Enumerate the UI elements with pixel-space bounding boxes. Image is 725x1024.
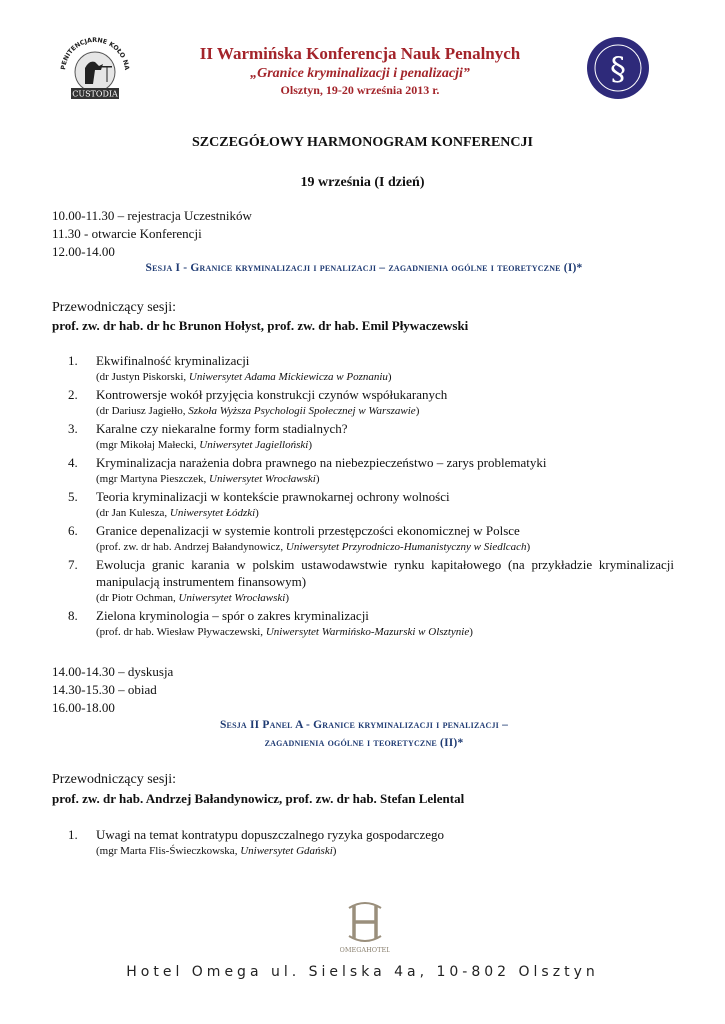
- session-2-title-line-2: zagadnienia ogólne i teoretyczne (II)*: [264, 737, 464, 749]
- omega-hotel-logo: [340, 900, 390, 955]
- footer-address: Hotel Omega ul. Sielska 4a, 10-802 Olsztyn: [126, 964, 599, 980]
- session-1-chairs: prof. zw. dr hab. dr hc Brunon Hołyst, prof. zw. dr hab. Emil Pływaczewski: [52, 318, 469, 333]
- chair-label: Przewodniczący sesji:: [52, 300, 177, 315]
- session-2-title-line-1: Sesja II Panel A - Granice kryminalizacji i penalizacji –: [219, 719, 509, 731]
- list-item: 5. Teoria kryminalizacji w kontekście prawnokarnej ochrony wolności (dr Jan Kulesza, Uniwersytet Łódzki): [68, 489, 450, 519]
- schedule-item: 11.30 - otwarcie Konferencji: [52, 226, 202, 241]
- day-title: 19 września (I dzień): [300, 175, 425, 190]
- list-item: 3. Karalne czy niekaralne formy form stadialnych? (mgr Mikołaj Małecki, Uniwersytet Jagielloński): [68, 421, 348, 451]
- list-item: 8. Zielona kryminologia – spór o zakres kryminalizacji (prof. dr hab. Wiesław Pływaczewski, Uniwersytet Warmińsko-Mazurski w Olsztynie): [68, 608, 473, 638]
- conference-subtitle: „Granice kryminalizacji i penalizacji”: [250, 66, 470, 81]
- list-item: 4. Kryminalizacja narażenia dobra prawnego na niebezpieczeństwo – zarys problematyki (mgr Martyna Pieszczek, Uniwersytet Wrocławski): [68, 455, 547, 485]
- custodia-logo: [55, 32, 135, 102]
- list-item: 1. Uwagi na temat kontratypu dopuszczalnego ryzyka gospodarczego (mgr Marta Flis-Świeczkowska, Uniwersytet Gdański): [68, 827, 444, 857]
- list-item: 6. Granice depenalizacji w systemie kontroli przestępczości ekonomicznej w Polsce (prof. zw. dr hab. Andrzej Bałandynowicz, Uniwersytet Przyrodniczo-Humanistyczny w Siedlcach): [68, 523, 531, 553]
- schedule-item: 12.00-14.00: [52, 244, 115, 259]
- list-item: 2. Kontrowersje wokół przyjęcia konstrukcji czynów współukaranych (dr Dariusz Jagiełło, Szkoła Wyższa Psychologii Społecznej w Warszawie): [68, 387, 448, 417]
- section-sign-icon: §: [610, 50, 626, 88]
- paragraph-seal-logo: [586, 36, 650, 100]
- logo-arc-text: PENITENCJARNE KOŁO NA: [60, 36, 130, 71]
- session-2-chairs: prof. zw. dr hab. Andrzej Bałandynowicz, prof. zw. dr hab. Stefan Lelental: [52, 791, 465, 806]
- schedule-item: 10.00-11.30 – rejestracja Uczestników: [52, 208, 252, 223]
- schedule-item: 16.00-18.00: [52, 700, 115, 715]
- session-1-title: Sesja I - Granice kryminalizacji i penalizacji – zagadnienia ogólne i teoretyczne (I)*: [145, 262, 583, 274]
- talks-list-1: [52, 352, 674, 641]
- list-item: 7. Ewolucja granic karania w polskim ustawodawstwie rynku kapitałowego (na przykładzie kryminalizacji manipulacją instrumentem finansowym) (dr Piotr Ochman, Uniwersytet Wrocławski): [68, 557, 674, 604]
- omega-hotel-text: OMEGAHOTEL: [340, 946, 390, 954]
- schedule-item: 14.30-15.30 – obiad: [52, 682, 157, 697]
- logo-banner-text: CUSTODIA: [72, 89, 118, 99]
- chair-label: Przewodniczący sesji:: [52, 772, 177, 787]
- schedule-item: 14.00-14.30 – dyskusja: [52, 664, 174, 679]
- talks-list-2: [52, 826, 674, 860]
- conference-date: Olsztyn, 19-20 września 2013 r.: [280, 83, 440, 97]
- list-item: 1. Ekwifinalność kryminalizacji (dr Justyn Piskorski, Uniwersytet Adama Mickiewicza w Poznaniu): [68, 353, 392, 383]
- schedule-title: SZCZEGÓŁOWY HARMONOGRAM KONFERENCJI: [192, 135, 533, 150]
- conference-title: II Warmińska Konferencja Nauk Penalnych: [199, 44, 521, 63]
